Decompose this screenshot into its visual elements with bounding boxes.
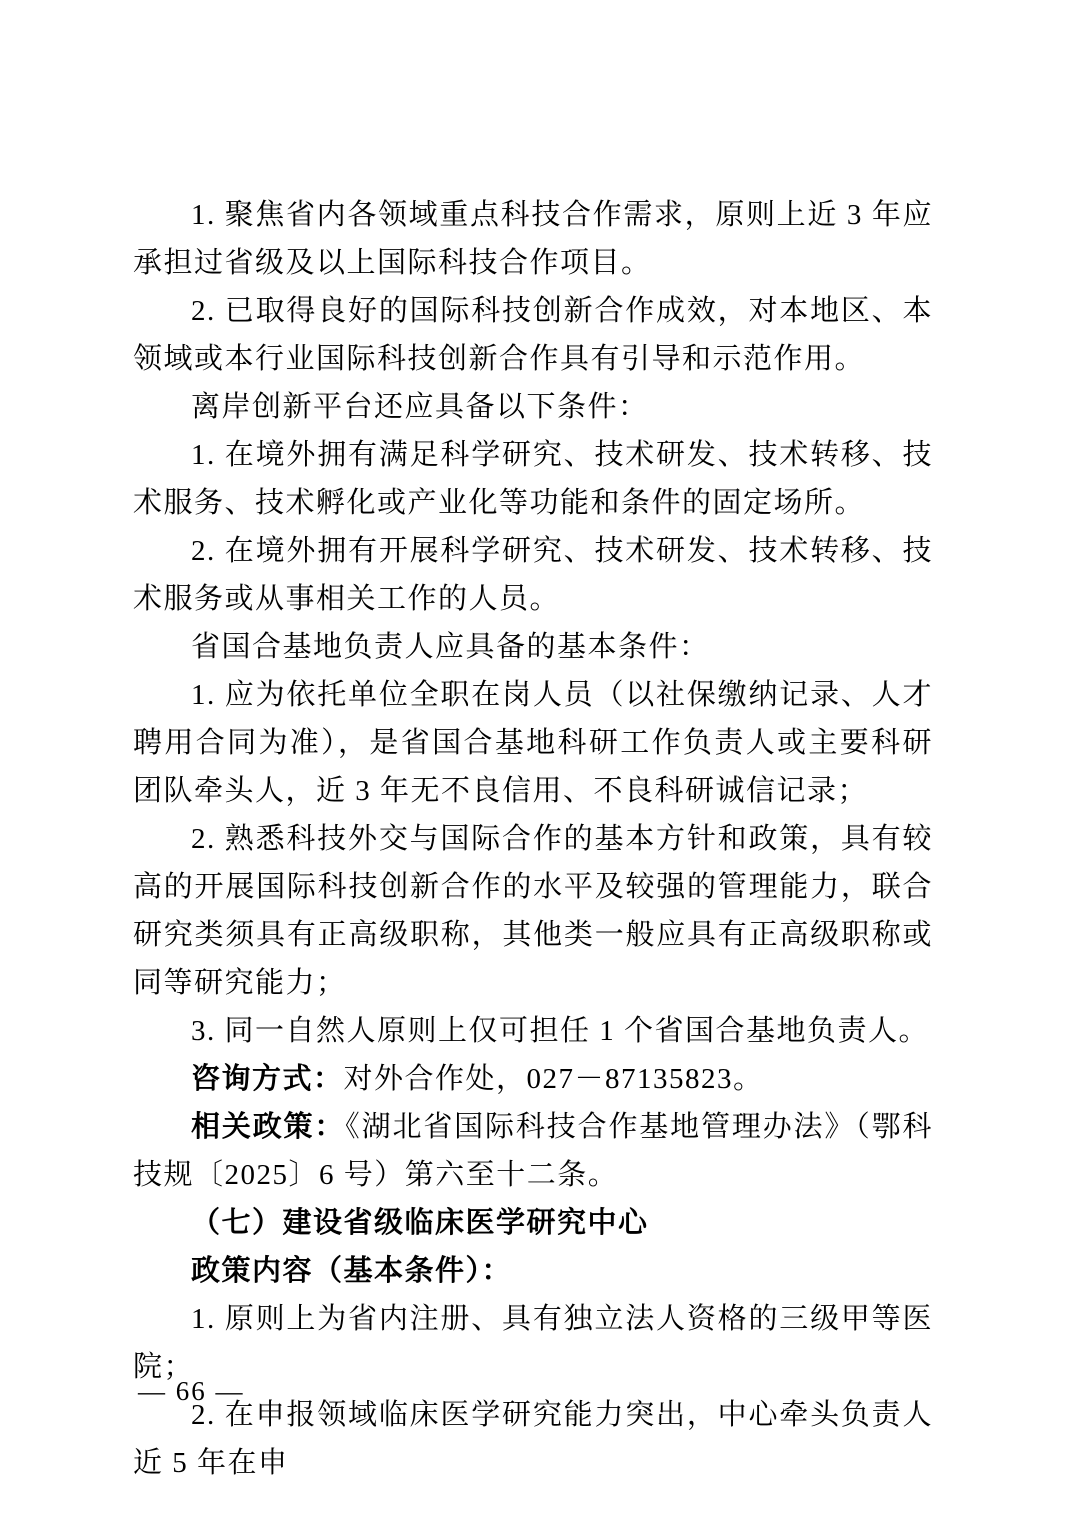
paragraph: 1. 在境外拥有满足科学研究、技术研发、技术转移、技术服务、技术孵化或产业化等功能和条件的固定场所。 (133, 439, 933, 519)
paragraph: 1. 应为依托单位全职在岗人员（以社保缴纳记录、人才聘用合同为准），是省国合基地科研工作负责人或主要科研团队牵头人，近 3 年无不良信用、不良科研诚信记录； (133, 679, 933, 807)
paragraph: 相关政策：《湖北省国际科技合作基地管理办法》（鄂科技规〔2025〕6 号）第六至十二条。 (133, 1111, 933, 1191)
paragraph: 咨询方式：对外合作处，027－87135823。 (191, 1063, 764, 1095)
paragraph-label: 咨询方式： (191, 1063, 344, 1095)
paragraph: 离岸创新平台还应具备以下条件： (191, 391, 649, 423)
paragraph: 3. 同一自然人原则上仅可担任 1 个省国合基地负责人。 (191, 1015, 930, 1047)
page-number: — 66 — (138, 1376, 245, 1406)
paragraph: 1. 聚焦省内各领域重点科技合作需求，原则上近 3 年应承担过省级及以上国际科技合作项目。 (133, 199, 933, 279)
page-footer (138, 1376, 245, 1407)
paragraph: 政策内容（基本条件）： (191, 1255, 513, 1287)
paragraph-label: 相关政策： (191, 1111, 346, 1143)
paragraph: 1. 原则上为省内注册、具有独立法人资格的三级甲等医院； (133, 1303, 933, 1383)
paragraph: 省国合基地负责人应具备的基本条件： (191, 631, 710, 663)
paragraph: 2. 在境外拥有开展科学研究、技术研发、技术转移、技术服务或从事相关工作的人员。 (133, 535, 933, 615)
document-body (133, 191, 933, 1487)
paragraph: 2. 熟悉科技外交与国际合作的基本方针和政策，具有较高的开展国际科技创新合作的水平及较强的管理能力，联合研究类须具有正高级职称，其他类一般应具有正高级职称或同等研究能力； (133, 823, 933, 999)
paragraph: 2. 已取得良好的国际科技创新合作成效，对本地区、本领域或本行业国际科技创新合作具有引导和示范作用。 (133, 295, 933, 375)
paragraph: （七）建设省级临床医学研究中心 (191, 1207, 649, 1239)
paragraph: 2. 在申报领域临床医学研究能力突出，中心牵头负责人近 5 年在申 (133, 1399, 933, 1479)
